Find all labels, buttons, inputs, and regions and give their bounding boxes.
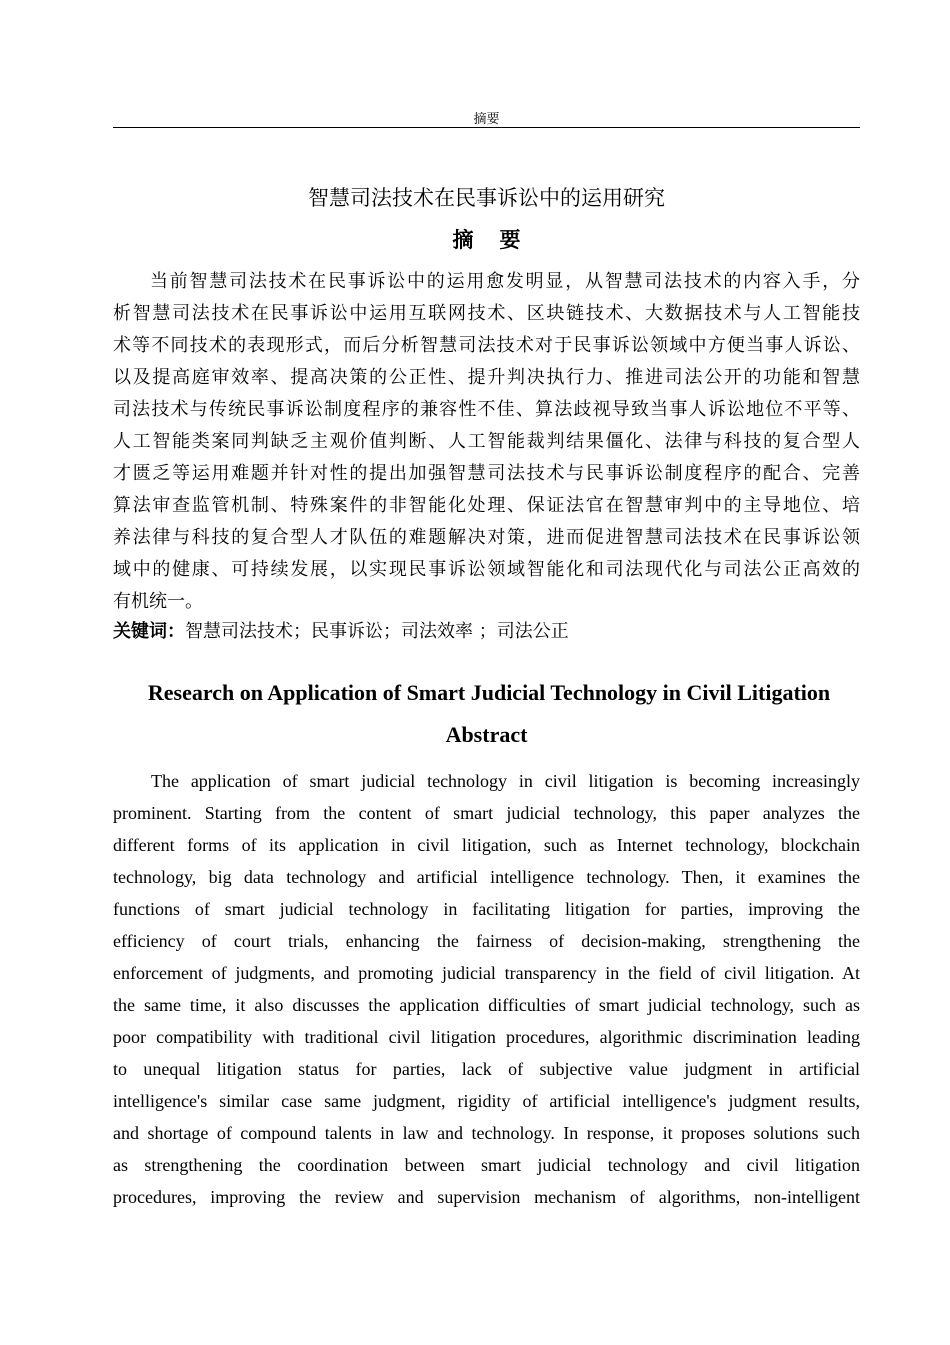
text-line: technology, big data technology and artificial intelligence technology. Then, it examines the (113, 867, 860, 887)
english-abstract-heading: Abstract (445, 722, 528, 747)
text-line: 才匮乏等运用难题并针对性的提出加强智慧司法技术与民事诉讼制度程序的配合、完善 (113, 463, 860, 484)
text-line: 以及提高庭审效率、提高决策的公正性、提升判决执行力、推进司法公开的功能和智慧 (113, 367, 860, 388)
text-line: and shortage of compound talents in law and technology. In response, it proposes solutions such (113, 1123, 860, 1143)
text-line: 析智慧司法技术在民事诉讼中运用互联网技术、区块链技术、大数据技术与人工智能技 (113, 303, 860, 324)
text-line: prominent. Starting from the content of smart judicial technology, this paper analyzes the (113, 803, 860, 823)
header-rule (113, 127, 860, 128)
text-line: functions of smart judicial technology in facilitating litigation for parties, improving the (113, 899, 860, 919)
text-line: as strengthening the coordination between smart judicial technology and civil litigation (113, 1155, 860, 1175)
text-line: 算法审查监管机制、特殊案件的非智能化处理、保证法官在智慧审判中的主导地位、培 (113, 495, 860, 516)
text-line: poor compatibility with traditional civil litigation procedures, algorithmic discrimination leading (113, 1027, 860, 1047)
text-line: different forms of its application in civil litigation, such as Internet technology, blockchain (113, 835, 860, 855)
english-abstract-body (113, 765, 860, 1213)
text-line: The application of smart judicial technology in civil litigation is becoming increasingly (151, 771, 860, 791)
text-line: efficiency of court trials, enhancing the fairness of decision-making, strengthening the (113, 931, 860, 951)
text-line: the same time, it also discusses the application difficulties of smart judicial technology, such as (113, 995, 860, 1015)
text-line: intelligence's similar case same judgment, rigidity of artificial intelligence's judgment results, (113, 1091, 860, 1111)
text-line: enforcement of judgments, and promoting judicial transparency in the field of civil litigation. At (113, 963, 860, 983)
chinese-abstract-heading: 摘要 (452, 228, 547, 252)
text-line: 人工智能类案同判缺乏主观价值判断、人工智能裁判结果僵化、法律与科技的复合型人 (113, 431, 860, 452)
running-header: 摘要 (473, 112, 500, 127)
text-line: 有机统一。 (113, 591, 203, 612)
text-line: 当前智慧司法技术在民事诉讼中的运用愈发明显，从智慧司法技术的内容入手，分 (150, 271, 860, 292)
english-title: Research on Application of Smart Judicial Technology in Civil Litigation (147, 680, 831, 705)
text-line: to unequal litigation status for parties, lack of subjective value judgment in artificial (113, 1059, 860, 1079)
text-line: procedures, improving the review and supervision mechanism of algorithms, non-intelligent (113, 1187, 860, 1207)
chinese-abstract-body (113, 266, 860, 618)
keywords (113, 618, 569, 646)
text-line: 司法技术与传统民事诉讼制度程序的兼容性不佳、算法歧视导致当事人诉讼地位不平等、 (113, 399, 860, 420)
keywords-label: 关键词： (113, 621, 185, 642)
text-line: 域中的健康、可持续发展，以实现民事诉讼领域智能化和司法现代化与司法公正高效的 (113, 559, 860, 580)
chinese-title: 智慧司法技术在民事诉讼中的运用研究 (308, 186, 665, 210)
text-line: 养法律与科技的复合型人才队伍的难题解决对策，进而促进智慧司法技术在民事诉讼领 (113, 527, 860, 548)
keywords-text: 智慧司法技术；民事诉讼；司法效率 ；司法公正 (185, 621, 569, 642)
text-line: 术等不同技术的表现形式，而后分析智慧司法技术对于民事诉讼领域中方便当事人诉讼、 (113, 335, 860, 356)
